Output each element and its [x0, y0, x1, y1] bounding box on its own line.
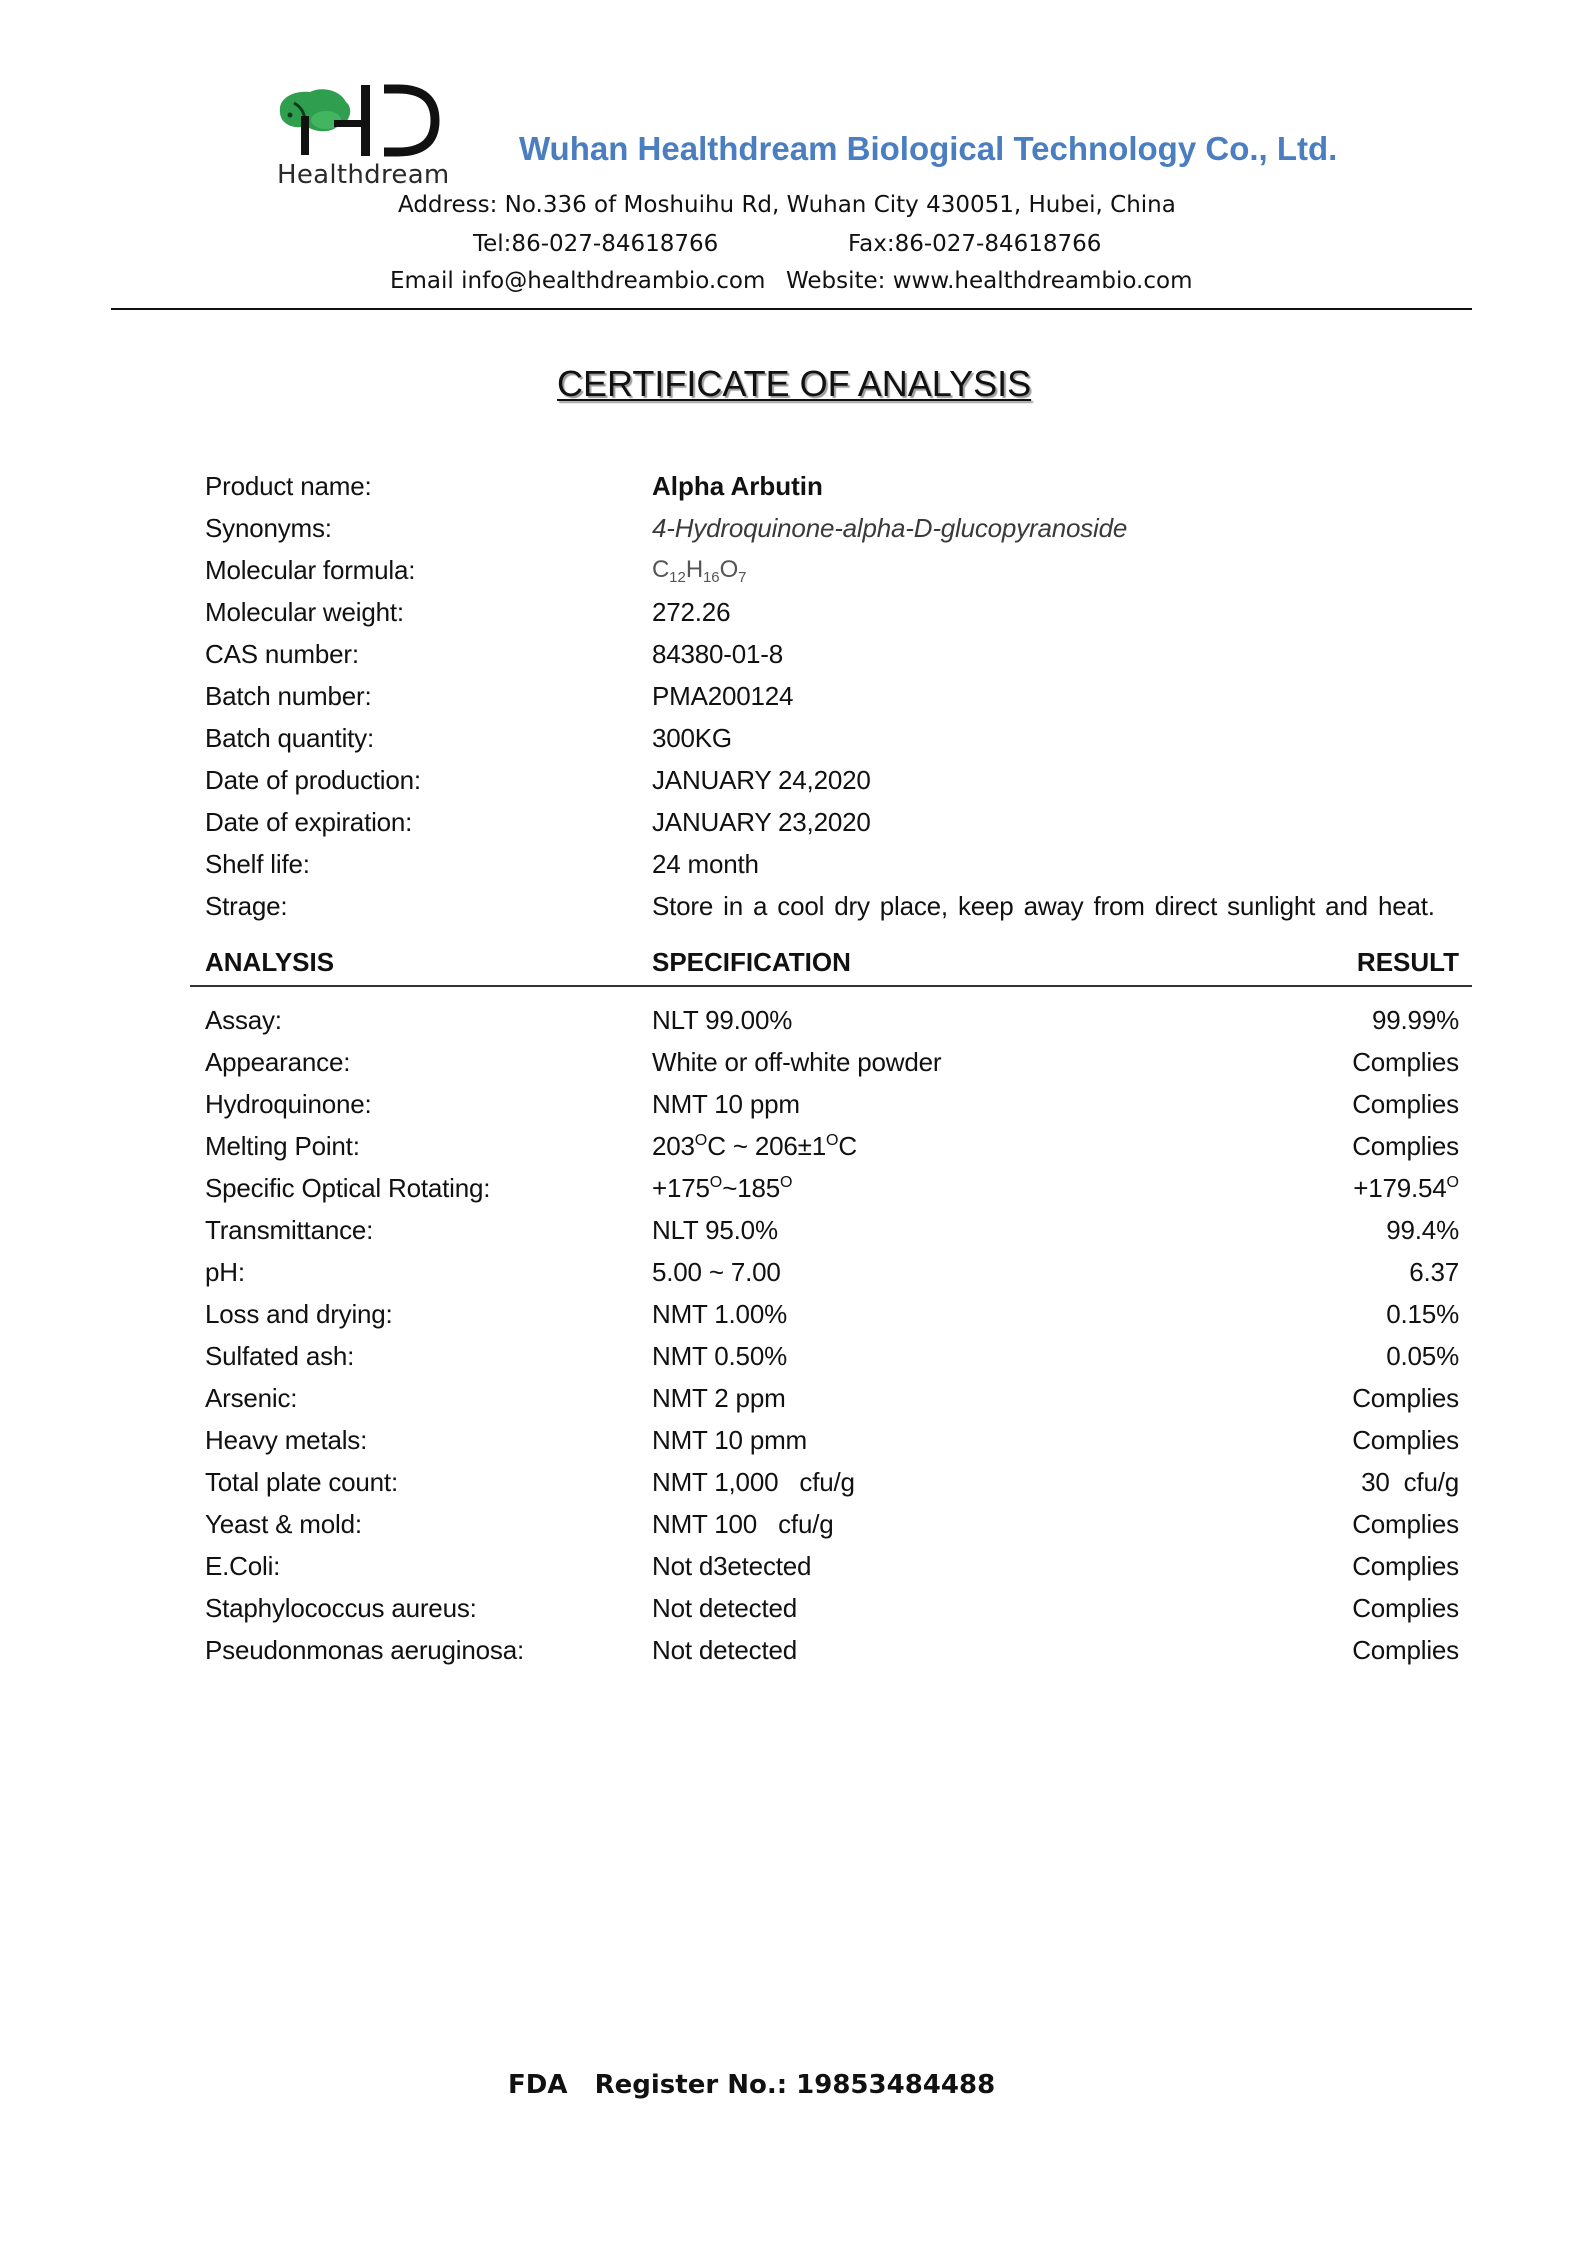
result-value: Complies [1352, 1593, 1459, 1623]
table-row [205, 999, 1459, 1041]
analysis-item: Arsenic: [205, 1383, 298, 1413]
company-website: Website: www.healthdreambio.com [786, 268, 1193, 294]
specification-value: 5.00 ~ 7.00 [652, 1257, 781, 1287]
spec-text: 203 [652, 1131, 695, 1161]
table-row [205, 1209, 1459, 1251]
degree-superscript: O [709, 1174, 723, 1191]
specification-value: NMT 0.50% [652, 1341, 787, 1371]
synonyms-value: 4-Hydroquinone-alpha-D-glucopyranoside [652, 513, 1128, 543]
column-header-analysis: ANALYSIS [205, 947, 335, 977]
info-label: Strage: [205, 891, 288, 921]
analysis-item: Staphylococcus aureus: [205, 1593, 477, 1623]
info-label: Synonyms: [205, 513, 332, 543]
analysis-item: Sulfated ash: [205, 1341, 355, 1371]
info-label: Product name: [205, 471, 372, 501]
formula-element: O [719, 556, 739, 583]
table-row [205, 1041, 1459, 1083]
info-row-molecular-formula [205, 549, 1459, 591]
result-value: 99.99% [1372, 1005, 1459, 1035]
info-value: JANUARY 23,2020 [652, 807, 871, 837]
table-row [205, 1293, 1459, 1335]
result-value: 99.4% [1386, 1215, 1459, 1245]
info-label: Batch number: [205, 681, 372, 711]
specification-value: Not d3etected [652, 1551, 812, 1581]
result-value [1353, 1167, 1459, 1214]
analysis-item: Assay: [205, 1005, 282, 1035]
company-name: Wuhan Healthdream Biological Technology Co., Ltd. [519, 130, 1338, 167]
info-label: Date of production: [205, 765, 421, 795]
specification-value: NMT 2 ppm [652, 1383, 786, 1413]
info-row-product-name [205, 465, 1459, 507]
info-row-shelf-life [205, 843, 1459, 885]
table-row [205, 1587, 1459, 1629]
info-value: 24 month [652, 849, 759, 879]
letterhead-divider [111, 308, 1472, 310]
column-header-specification: SPECIFICATION [652, 947, 851, 977]
degree-superscript: O [825, 1132, 839, 1149]
result-value: Complies [1352, 1131, 1459, 1161]
logo-wordmark: Healthdream [277, 160, 450, 190]
info-label: Batch quantity: [205, 723, 374, 753]
info-row-cas-number [205, 633, 1459, 675]
result-value: 30 cfu/g [1361, 1467, 1459, 1497]
specification-value: NMT 10 pmm [652, 1425, 807, 1455]
analysis-item: Yeast & mold: [205, 1509, 362, 1539]
spec-text: C [838, 1131, 857, 1161]
company-email: Email info@healthdreambio.com [390, 268, 766, 294]
table-row [205, 1251, 1459, 1293]
result-value: Complies [1352, 1635, 1459, 1665]
info-label: Shelf life: [205, 849, 310, 879]
table-row [205, 1629, 1459, 1671]
specification-value [652, 1125, 857, 1172]
product-name-value: Alpha Arbutin [652, 471, 823, 501]
formula-element: H [685, 556, 703, 583]
specification-value: NMT 10 ppm [652, 1089, 800, 1119]
info-value: JANUARY 24,2020 [652, 765, 871, 795]
formula-subscript: 16 [702, 569, 720, 586]
degree-superscript: O [694, 1132, 708, 1149]
analysis-item: Pseudonmonas aeruginosa: [205, 1635, 524, 1665]
table-header-divider [190, 985, 1472, 987]
degree-superscript: O [1446, 1174, 1459, 1191]
spec-text: C ~ 206±1 [707, 1131, 826, 1161]
info-row-storage [205, 885, 1459, 927]
info-value: 272.26 [652, 597, 731, 627]
info-label: Date of expiration: [205, 807, 413, 837]
result-value: Complies [1352, 1509, 1459, 1539]
info-row-synonyms [205, 507, 1459, 549]
info-label: Molecular formula: [205, 555, 416, 585]
info-value: 300KG [652, 723, 732, 753]
table-row [205, 1461, 1459, 1503]
molecular-formula-value [652, 549, 746, 594]
result-value: 0.15% [1386, 1299, 1459, 1329]
table-row [205, 1125, 1459, 1167]
spec-text: +175 [652, 1173, 710, 1203]
formula-subscript: 12 [669, 569, 686, 586]
result-value: Complies [1352, 1047, 1459, 1077]
analysis-item: Specific Optical Rotating: [205, 1173, 491, 1203]
table-row [205, 1377, 1459, 1419]
analysis-item: Loss and drying: [205, 1299, 393, 1329]
info-label: CAS number: [205, 639, 359, 669]
table-row [205, 1335, 1459, 1377]
result-value: 0.05% [1386, 1341, 1459, 1371]
company-tel: Tel:86-027-84618766 [473, 231, 719, 257]
specification-value: NLT 95.0% [652, 1215, 778, 1245]
analysis-item: Transmittance: [205, 1215, 374, 1245]
company-address: Address: No.336 of Moshuihu Rd, Wuhan City 430051, Hubei, China [398, 192, 1176, 218]
info-row-molecular-weight [205, 591, 1459, 633]
table-row [205, 1167, 1459, 1209]
info-row-date-of-expiration [205, 801, 1459, 843]
specification-value: Not detected [652, 1635, 798, 1665]
table-row [205, 1083, 1459, 1125]
analysis-item: Hydroquinone: [205, 1089, 372, 1119]
table-row [205, 1419, 1459, 1461]
result-value: Complies [1352, 1551, 1459, 1581]
formula-element: C [652, 556, 670, 583]
result-text: +179.54 [1353, 1173, 1447, 1203]
result-value: 6.37 [1409, 1257, 1459, 1287]
specification-value: Not detected [652, 1593, 798, 1623]
info-row-batch-quantity [205, 717, 1459, 759]
company-fax: Fax:86-027-84618766 [848, 231, 1102, 257]
specification-value: White or off-white powder [652, 1047, 942, 1077]
document-title: CERTIFICATE OF ANALYSIS [557, 363, 1032, 404]
analysis-item: Melting Point: [205, 1131, 360, 1161]
storage-value: Store in a cool dry place, keep away from direct sunlight and heat. [652, 891, 1435, 921]
specification-value: NMT 1.00% [652, 1299, 787, 1329]
result-value: Complies [1352, 1383, 1459, 1413]
analysis-item: Heavy metals: [205, 1425, 368, 1455]
analysis-item: E.Coli: [205, 1551, 281, 1581]
result-value: Complies [1352, 1089, 1459, 1119]
info-value: PMA200124 [652, 681, 794, 711]
specification-value [652, 1167, 792, 1214]
analysis-item: Total plate count: [205, 1467, 398, 1497]
specification-value: NLT 99.00% [652, 1005, 793, 1035]
analysis-table-header [205, 941, 1459, 983]
info-label: Molecular weight: [205, 597, 404, 627]
table-row [205, 1503, 1459, 1545]
result-value: Complies [1352, 1425, 1459, 1455]
healthdream-logo-icon [274, 82, 449, 160]
degree-superscript: O [779, 1174, 793, 1191]
column-header-result: RESULT [1356, 947, 1459, 977]
spec-text: ~185 [722, 1173, 780, 1203]
table-row [205, 1545, 1459, 1587]
info-row-date-of-production [205, 759, 1459, 801]
info-row-batch-number [205, 675, 1459, 717]
analysis-item: Appearance: [205, 1047, 351, 1077]
analysis-item: pH: [205, 1257, 245, 1287]
specification-value: NMT 1,000 cfu/g [652, 1467, 855, 1497]
fda-register-number: FDA Register No.: 19853484488 [508, 2070, 996, 2100]
formula-subscript: 7 [738, 569, 747, 586]
specification-value: NMT 100 cfu/g [652, 1509, 834, 1539]
info-value: 84380-01-8 [652, 639, 783, 669]
